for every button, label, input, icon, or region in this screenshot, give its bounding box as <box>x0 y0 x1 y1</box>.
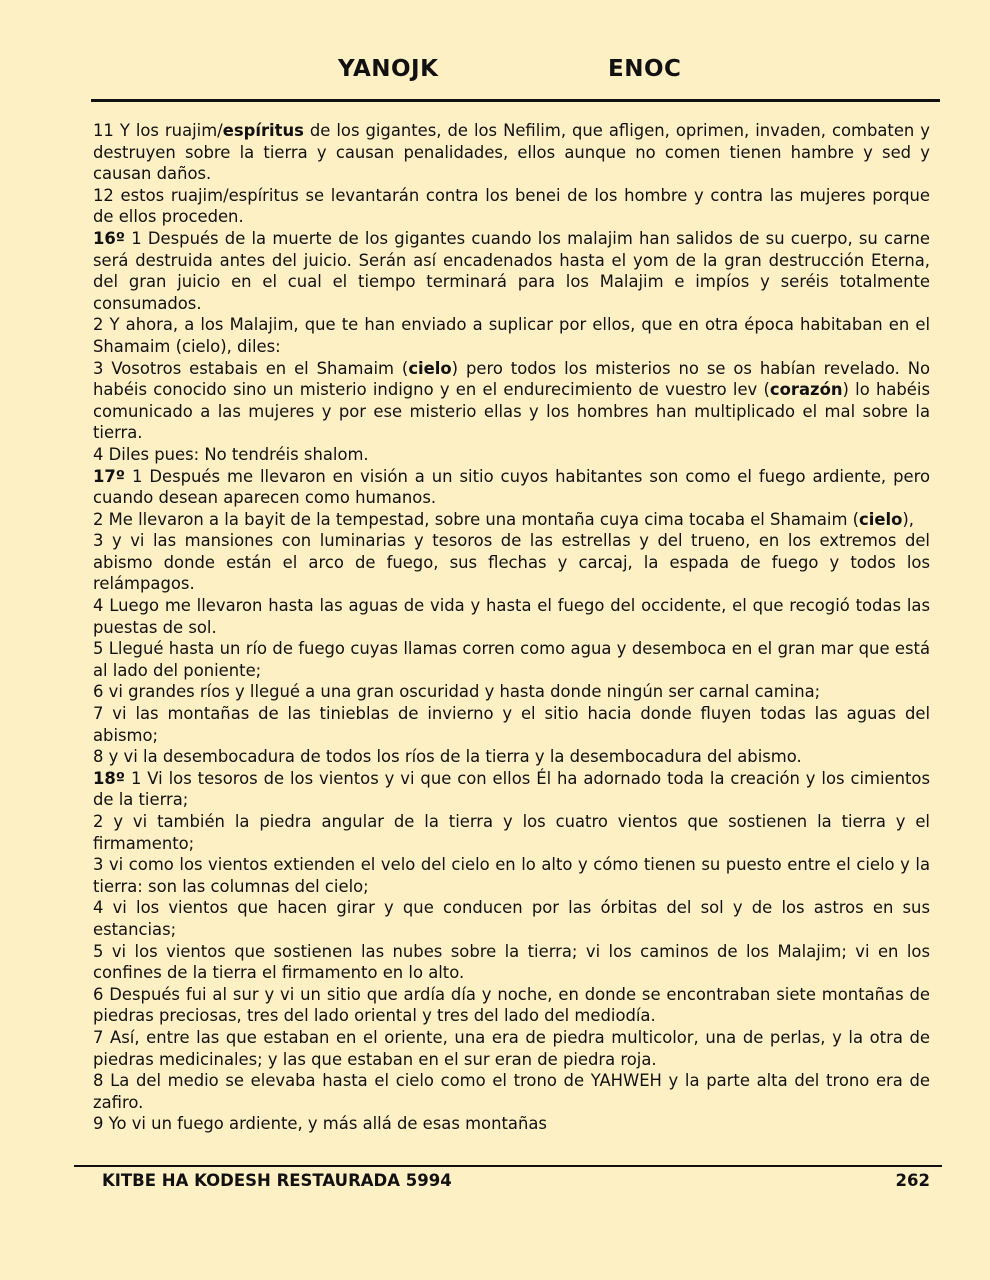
verse-text: 6 vi grandes ríos y llegué a una gran oscuridad y hasta donde ningún ser carnal camina; <box>93 682 821 702</box>
verse-text: 6 Después fui al sur y vi un sitio que ardía día y noche, en donde se encontraban siete montañas de piedras preciosas, tres del lado oriental y tres del lado del mediodía. <box>93 984 930 1026</box>
verse-text: 4 vi los vientos que hacen girar y que conducen por las órbitas del sol y de los astros en sus estancias; <box>93 898 930 939</box>
verse-paragraph <box>93 638 930 681</box>
running-header <box>92 56 940 90</box>
verse-paragraph <box>93 746 930 768</box>
verse-paragraph <box>93 768 930 811</box>
verse-paragraph <box>93 120 930 185</box>
bold-term: cielo <box>408 358 452 378</box>
verse-text: de los gigantes, de los Nefilim, que afligen, oprimen, invaden, combaten y destruyen sobre la tierra y causan penalidades, ellos aunque no comen tienen hambre y sed y causan daños. <box>93 121 931 184</box>
verse-text: 5 Llegué hasta un río de fuego cuyas llamas corren como agua y desemboca en el gran mar que está al lado del poniente; <box>93 639 930 680</box>
verse-text: 9 Yo vi un fuego ardiente, y más allá de esas montañas <box>93 1114 547 1134</box>
verse-paragraph <box>93 811 930 854</box>
verse-paragraph <box>93 444 930 466</box>
verse-paragraph <box>93 358 930 444</box>
header-rule <box>91 99 940 102</box>
page-number: 262 <box>895 1171 930 1190</box>
bold-term: espíritus <box>222 121 304 140</box>
verse-paragraph <box>93 466 930 509</box>
verse-text: ) pero todos los misterios no se os habían revelado. No habéis conocido sino un misterio indigno y en el endurecimiento de vuestro lev ( <box>93 358 930 400</box>
verse-text: 8 y vi la desembocadura de todos los ríos de la tierra y la desembocadura del abismo. <box>93 747 802 767</box>
verse-paragraph <box>93 530 930 595</box>
bold-term: corazón <box>769 380 843 400</box>
verse-paragraph <box>93 228 930 314</box>
verse-text: 1 Después de la muerte de los gigantes cuando los malajim han salidos de su cuerpo, su carne será destruida antes del juicio. Serán así encadenados hasta el yom de la gran destrucción Eterna, del gran juicio en el cual el tiempo terminará para los Malajim e impíos y seréis totalmente consumados. <box>93 228 930 313</box>
verse-text: 4 Luego me llevaron hasta las aguas de vida y hasta el fuego del occidente, el que recogió todas las puestas de sol. <box>93 596 930 637</box>
verse-text: 2 Y ahora, a los Malajim, que te han enviado a suplicar por ellos, que en otra época habitaban en el Shamaim (cielo), diles: <box>93 315 930 356</box>
verse-text: 3 vi como los vientos extienden el velo del cielo en lo alto y cómo tienen su puesto entre el cielo y la tierra: son las columnas del cielo; <box>93 855 930 896</box>
footer-rule <box>74 1165 942 1167</box>
verse-paragraph <box>93 984 930 1027</box>
verse-text: 8 La del medio se elevaba hasta el cielo como el trono de YAHWEH y la parte alta del trono era de zafiro. <box>93 1071 930 1112</box>
verse-text: 3 y vi las mansiones con luminarias y tesoros de las estrellas y del trueno, en los extremos del abismo donde están el arco de fuego, sus flechas y carcaj, la espada de fuego y todos los relámpagos. <box>93 531 930 594</box>
verse-paragraph <box>93 595 930 638</box>
running-footer <box>102 1171 930 1195</box>
verse-text: 12 estos ruajim/espíritus se levantarán contra los benei de los hombre y contra las mujeres porque de ellos proceden. <box>93 185 930 227</box>
verse-paragraph <box>93 1027 930 1070</box>
verse-paragraph <box>93 703 930 746</box>
verse-text: 2 Me llevaron a la bayit de la tempestad, sobre una montaña cuya cima tocaba el Shamaim ( <box>93 509 860 529</box>
bold-term: 17º <box>93 466 126 486</box>
header-right-title: ENOC <box>608 56 682 82</box>
body-text <box>93 120 930 1135</box>
verse-text: 11 Y los ruajim/ <box>93 121 223 140</box>
verse-paragraph <box>93 897 930 940</box>
verse-text: 1 Después me llevaron en visión a un sitio cuyos habitantes son como el fuego ardiente, pero cuando desean aparecen como humanos. <box>93 466 930 508</box>
verse-text: ), <box>902 509 914 529</box>
verse-paragraph <box>93 681 930 703</box>
verse-paragraph <box>93 509 930 531</box>
verse-text: 2 y vi también la piedra angular de la tierra y los cuatro vientos que sostienen la tierra y el firmamento; <box>93 812 930 853</box>
verse-text: ) lo habéis comunicado a las mujeres y por ese misterio ellas y los hombres han multiplicado el mal sobre la tierra. <box>93 380 930 443</box>
bold-term: 18º <box>93 768 126 788</box>
verse-text: 5 vi los vientos que sostienen las nubes sobre la tierra; vi los caminos de los Malajim; vi en los confines de la tierra el firmamento en lo alto. <box>93 941 930 983</box>
verse-paragraph <box>93 854 930 897</box>
verse-paragraph <box>93 185 930 228</box>
verse-text: 7 Así, entre las que estaban en el oriente, una era de piedra multicolor, una de perlas, y la otra de piedras medicinales; y las que estaban en el sur eran de piedra roja. <box>93 1027 930 1069</box>
verse-text: 3 Vosotros estabais en el Shamaim ( <box>93 358 409 378</box>
verse-paragraph <box>93 1113 930 1135</box>
bold-term: 16º <box>93 228 126 248</box>
verse-text: 4 Diles pues: No tendréis shalom. <box>93 444 369 464</box>
verse-text: 7 vi las montañas de las tinieblas de invierno y el sitio hacia donde fluyen todas las aguas del abismo; <box>93 704 930 745</box>
header-left-title: YANOJK <box>338 56 439 82</box>
bold-term: cielo <box>859 509 903 529</box>
verse-paragraph <box>93 941 930 984</box>
footer-title: KITBE HA KODESH RESTAURADA 5994 <box>102 1171 452 1190</box>
verse-text: 1 Vi los tesoros de los vientos y vi que con ellos Él ha adornado toda la creación y los cimientos de la tierra; <box>93 768 930 810</box>
verse-paragraph <box>93 314 930 357</box>
verse-paragraph <box>93 1070 930 1113</box>
